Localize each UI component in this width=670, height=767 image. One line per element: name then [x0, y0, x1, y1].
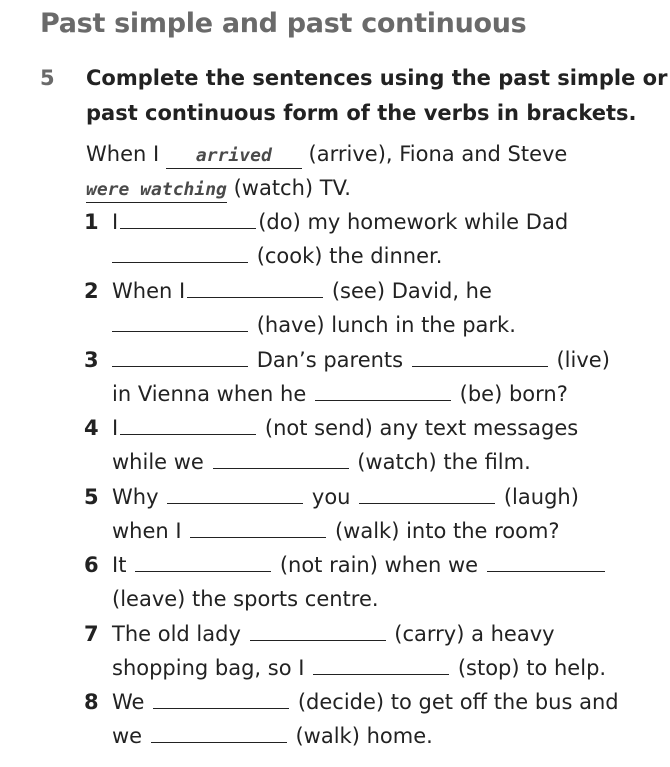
item-text: (have) lunch in the park. [256, 313, 516, 337]
answer-blank[interactable] [153, 688, 289, 709]
item-number: 7 [84, 622, 99, 646]
item-text: I [112, 416, 119, 440]
item-text: (live) [556, 348, 610, 372]
item-number: 8 [84, 690, 99, 714]
item-3-line-1 [112, 346, 610, 374]
item-2-line-2 [112, 311, 516, 339]
item-text: you [311, 485, 351, 509]
item-number: 2 [84, 279, 99, 303]
answer-blank[interactable] [487, 551, 605, 572]
item-number: 6 [84, 553, 99, 577]
exercise-number: 5 [40, 66, 55, 90]
item-text: (watch) the film. [357, 450, 531, 474]
item-text: (see) David, he [331, 279, 492, 303]
item-number: 1 [84, 210, 99, 234]
item-text: When I [112, 279, 186, 303]
item-text: (not send) any text messages [264, 416, 579, 440]
item-1-line-2 [112, 242, 442, 270]
item-2-line-1 [112, 277, 492, 305]
item-text: Dan’s parents [256, 348, 404, 372]
item-4-line-2 [112, 448, 531, 476]
item-text: (laugh) [503, 485, 579, 509]
answer-blank[interactable] [120, 208, 256, 229]
item-text: (cook) the dinner. [256, 244, 443, 268]
answer-blank[interactable] [112, 311, 248, 332]
example-text: When I [86, 142, 160, 166]
answer-blank[interactable] [213, 448, 349, 469]
example-text: (watch) TV. [233, 176, 351, 200]
example-answer-1: arrived [166, 144, 302, 169]
item-text: (be) born? [459, 382, 568, 406]
item-text: Why [112, 485, 159, 509]
answer-blank[interactable] [313, 654, 449, 675]
answer-blank[interactable] [135, 551, 271, 572]
item-text: (do) my homework while Dad [258, 210, 569, 234]
answer-blank[interactable] [190, 517, 326, 538]
item-7-line-2 [112, 654, 606, 682]
item-text: while we [112, 450, 204, 474]
item-3-line-2 [112, 380, 568, 408]
item-number: 4 [84, 416, 99, 440]
item-text: (carry) a heavy [394, 622, 555, 646]
answer-blank[interactable] [250, 620, 386, 641]
example-text: (arrive), Fiona and Steve [308, 142, 568, 166]
instruction-line-2: past continuous form of the verbs in brackets. [86, 101, 637, 125]
item-6-line-2 [112, 585, 379, 613]
item-8-line-1 [112, 688, 619, 716]
item-text: in Vienna when he [112, 382, 307, 406]
page-title: Past simple and past continuous [40, 8, 527, 39]
item-text: (stop) to help. [457, 656, 607, 680]
item-text: when I [112, 519, 182, 543]
item-text: (walk) home. [295, 724, 433, 748]
answer-blank[interactable] [120, 414, 256, 435]
example-answer-2: were watching [86, 178, 227, 203]
item-text: we [112, 724, 143, 748]
item-text: (leave) the sports centre. [112, 587, 379, 611]
item-4-line-1 [112, 414, 578, 442]
example-line-2 [86, 174, 351, 203]
answer-blank[interactable] [167, 483, 303, 504]
item-text: shopping bag, so I [112, 656, 305, 680]
instruction-line-1: Complete the sentences using the past simple or [86, 66, 668, 90]
item-5-line-2 [112, 517, 560, 545]
item-text: We [112, 690, 145, 714]
answer-blank[interactable] [151, 722, 287, 743]
item-number: 3 [84, 348, 99, 372]
item-number: 5 [84, 485, 99, 509]
answer-blank[interactable] [187, 277, 323, 298]
item-text: (walk) into the room? [334, 519, 560, 543]
example-line-1 [86, 140, 567, 169]
answer-blank[interactable] [315, 380, 451, 401]
item-8-line-2 [112, 722, 433, 750]
answer-blank[interactable] [112, 346, 248, 367]
item-text: (not rain) when we [279, 553, 479, 577]
item-1-line-1 [112, 208, 568, 236]
item-text: The old lady [112, 622, 241, 646]
item-6-line-1 [112, 551, 607, 579]
answer-blank[interactable] [112, 242, 248, 263]
answer-blank[interactable] [359, 483, 495, 504]
item-7-line-1 [112, 620, 555, 648]
answer-blank[interactable] [412, 346, 548, 367]
item-text: It [112, 553, 127, 577]
item-text: I [112, 210, 119, 234]
item-text: (decide) to get off the bus and [297, 690, 619, 714]
item-5-line-1 [112, 483, 579, 511]
